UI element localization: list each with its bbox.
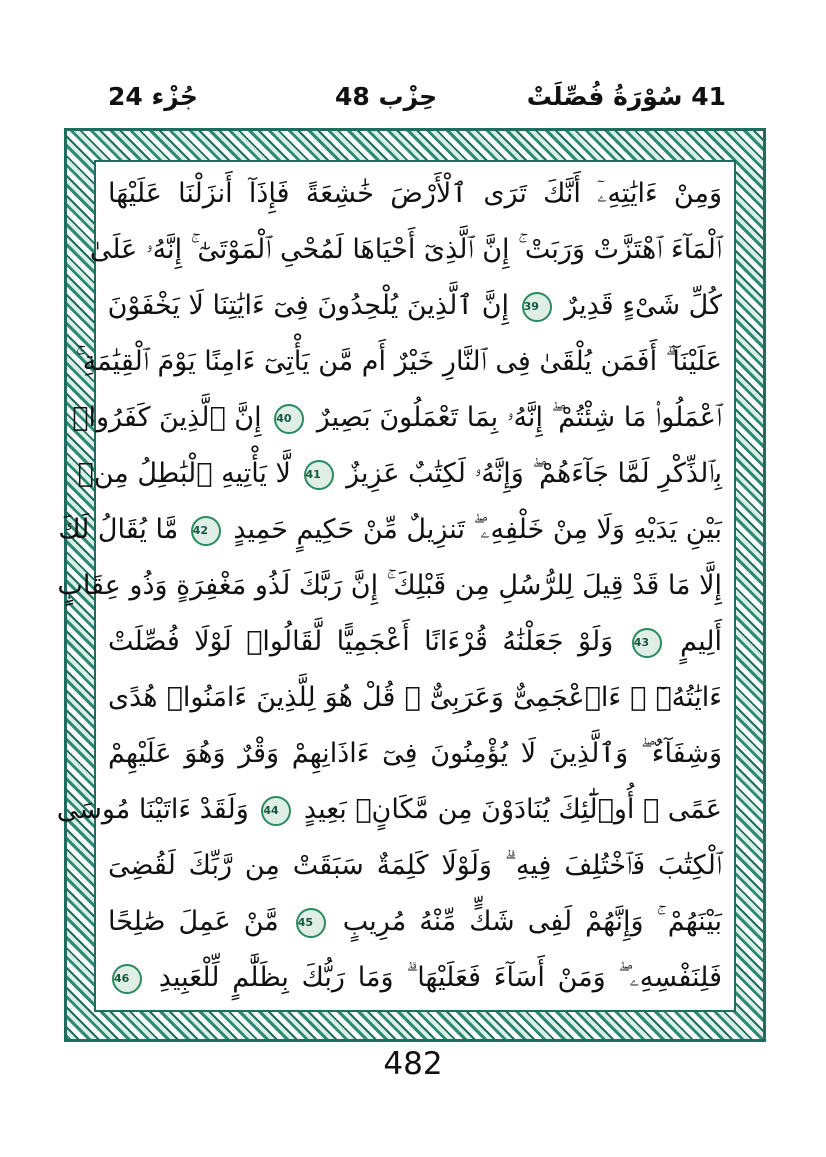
- text-line: إِلَّا مَا قَدْ قِيلَ لِلرُّسُلِ مِن قَبْلِكَ ۚ إِنَّ رَبَّكَ لَذُو مَغْفِرَةٍ وَذُو عِقَابٍ: [57, 570, 722, 601]
- text-line: كُلِّ شَىْءٍ قَدِيرٌ 39 إِنَّ ٱلَّذِينَ يُلْحِدُونَ فِىٓ ءَايَٰتِنَا لَا يَخْفَوْنَ: [107, 290, 722, 321]
- hizb-label: حِزْب 48: [335, 82, 438, 111]
- surah-label: 41 سُوْرَةُ فُصِّلَتْ: [526, 82, 726, 111]
- text-line: بَيْنِ يَدَيْهِ وَلَا مِنْ خَلْفِهِۦ ۖ تَنزِيلٌ مِّنْ حَكِيمٍ حَمِيدٍ 42 مَّا يُقَالُ لَكَ: [58, 514, 722, 545]
- ayah-number-marker: 40: [274, 404, 304, 434]
- ayah-number-marker: 44: [261, 796, 291, 826]
- text-line: بِٱلذِّكْرِ لَمَّا جَآءَهُمْ ۖ وَإِنَّهُۥ لَكِتَٰبٌ عَزِيزٌ 41 لَّا يَأْتِيهِ ٱلْبَٰطِلُ مِنۢ: [77, 458, 722, 489]
- text-line: أَلِيمٍ 43 وَلَوْ جَعَلْنَٰهُ قُرْءَانًا أَعْجَمِيًّا لَّقَالُوا۟ لَوْلَا فُصِّلَتْ: [108, 626, 722, 657]
- text-line: وَشِفَآءٌ ۖ وَٱلَّذِينَ لَا يُؤْمِنُونَ فِىٓ ءَاذَانِهِمْ وَقْرٌ وَهُوَ عَلَيْهِمْ: [108, 738, 722, 769]
- text-line: ٱعْمَلُوا۟ مَا شِئْتُمْ ۖ إِنَّهُۥ بِمَا تَعْمَلُونَ بَصِيرٌ 40 إِنَّ ٱلَّذِينَ كَفَرُوا۟: [72, 402, 722, 433]
- ayah-number-marker: 39: [522, 292, 552, 322]
- text-line: بَيْنَهُمْ ۚ وَإِنَّهُمْ لَفِى شَكٍّ مِّنْهُ مُرِيبٍ 45 مَّنْ عَمِلَ صَٰلِحًا: [108, 906, 722, 937]
- ayah-number-marker: 42: [191, 516, 221, 546]
- ayah-number-marker: 45: [296, 908, 326, 938]
- text-line: ءَايَٰتُهُۥٓ ۖ ءَا۬عْجَمِىٌّ وَعَرَبِىٌّ ۗ قُلْ هُوَ لِلَّذِينَ ءَامَنُوا۟ هُدًى: [108, 682, 722, 713]
- text-line: ٱلْمَآءَ ٱهْتَزَّتْ وَرَبَتْ ۚ إِنَّ ٱلَّذِىٓ أَحْيَاهَا لَمُحْىِ ٱلْمَوْتَىٰٓ ۚ إِنَّهُۥ عَلَىٰ: [89, 234, 722, 265]
- page-number: 482: [383, 1046, 443, 1082]
- text-line: عَمًى ۚ أُو۟لَٰٓئِكَ يُنَادَوْنَ مِن مَّكَانٍۭ بَعِيدٍ 44 وَلَقَدْ ءَاتَيْنَا مُوسَى: [56, 794, 722, 825]
- ayah-number-marker: 43: [632, 628, 662, 658]
- text-line: عَلَيْنَآ ۗ أَفَمَن يُلْقَىٰ فِى ٱلنَّارِ خَيْرٌ أَم مَّن يَأْتِىٓ ءَامِنًا يَوْمَ ٱلْقِيَٰمَةِ ۚ: [75, 346, 722, 377]
- text-line: وَمِنْ ءَايَٰتِهِۦٓ أَنَّكَ تَرَى ٱلْأَرْضَ خَٰشِعَةً فَإِذَآ أَنزَلْنَا عَلَيْهَا: [108, 178, 722, 209]
- quran-text-block: [56, 166, 730, 1006]
- text-line: فَلِنَفْسِهِۦ ۖ وَمَنْ أَسَآءَ فَعَلَيْهَا ۗ وَمَا رَبُّكَ بِظَلَّٰمٍ لِّلْعَبِيدِ 46: [114, 962, 722, 993]
- juz-label: جُزْء 24: [108, 82, 198, 111]
- page-header: [0, 78, 826, 118]
- text-line: ٱلْكِتَٰبَ فَٱخْتُلِفَ فِيهِ ۗ وَلَوْلَا كَلِمَةٌ سَبَقَتْ مِن رَّبِّكَ لَقُضِىَ: [108, 850, 722, 881]
- ayah-number-marker: 41: [304, 460, 334, 490]
- ayah-number-marker: 46: [112, 964, 142, 994]
